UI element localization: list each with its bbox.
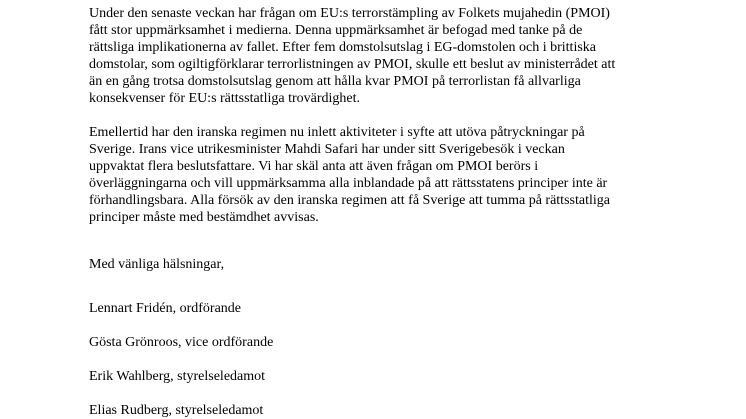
paragraph-2-line-5: förhandlingsbara. Alla försök av den iranska regimen att få Sverige att tumma på rättsstatliga — [89, 193, 610, 209]
paragraph-2 — [89, 124, 610, 227]
paragraph-2-line-6: principer måste med bestämdhet avvisas. — [89, 210, 319, 226]
paragraph-1-line-1: Under den senaste veckan har frågan om EU:s terrorstämpling av Folkets mujahedin (PMOI) — [89, 6, 610, 21]
paragraph-1-line-2: fått stor uppmärksamhet i medierna. Denna uppmärksamhet är befogad med tanke på de — [89, 23, 583, 39]
paragraph-1-line-4: domstolar, som ogiltigförklarar terrorlistningen av PMOI, skulle ett beslut av ministerrådet att — [89, 57, 616, 73]
paragraph-1-line-6: konsekvenser för EU:s rättsstatliga trovärdighet. — [89, 91, 360, 107]
paragraph-2-line-1: Emellertid har den iranska regimen nu inlett aktiviteter i syfte att utöva påtryckningar på — [89, 125, 585, 140]
paragraph-1 — [89, 5, 615, 108]
paragraph-2-line-3: uppvaktat flera beslutsfattare. Vi har skäl anta att även frågan om PMOI berörs i — [89, 159, 539, 175]
signatory-board-member-1: Erik Wahlberg, styrelseledamot — [89, 369, 266, 384]
signatory-vice-chairman: Gösta Grönroos, vice ordförande — [89, 335, 274, 350]
paragraph-1-line-5: än en gång trotsa domstolsutslag genom att hålla kvar PMOI på terrorlistan få allvarliga — [89, 74, 581, 90]
paragraph-2-line-4: överläggningarna och vill uppmärksamma alla inblandade på att rättsstatens principer inte är — [89, 176, 608, 192]
paragraph-1-line-3: rättsliga implikationerna av fallet. Efter fem domstolsutslag i EG-domstolen och i brittiska — [89, 40, 596, 56]
signatory-chairman: Lennart Fridén, ordförande — [89, 301, 241, 316]
letter-page — [89, 0, 729, 419]
signatory-board-member-2: Elias Rudberg, styrelseledamot — [89, 403, 264, 418]
paragraph-2-line-2: Sverige. Irans vice utrikesminister Mahdi Safari har under sitt Sverigebesök i veckan — [89, 142, 565, 158]
closing-salutation: Med vänliga hälsningar, — [89, 257, 225, 272]
